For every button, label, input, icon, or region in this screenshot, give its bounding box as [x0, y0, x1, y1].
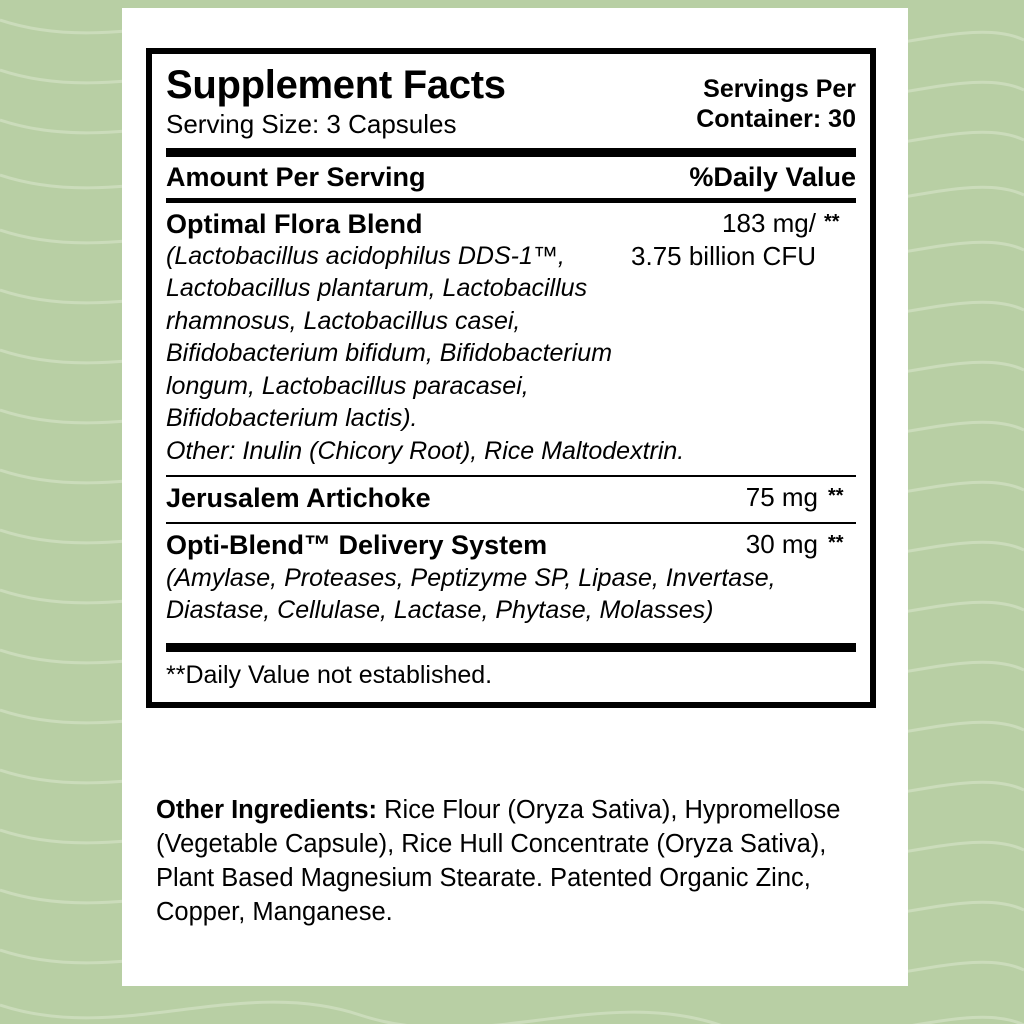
nutrient-daily-value: **	[828, 485, 844, 508]
nutrient-description: (Lactobacillus acidophilus DDS-1™, Lactobacillus plantarum, Lactobacillus rhamnosus, Lactobacillus casei, Bifidobacterium bifidum, Bifidobacterium longum, Lactobacillus paracasei, Bifidobacterium lactis).	[166, 241, 613, 433]
nutrient-row-opti-blend-delivery-system	[166, 524, 856, 634]
nutrient-daily-value: **	[824, 210, 840, 233]
facts-header	[166, 64, 856, 140]
supplement-facts-panel	[146, 48, 876, 708]
supplement-label-card	[122, 8, 908, 986]
other-ingredients-text: Rice Flour (Oryza Sativa), Hypromellose (Vegetable Capsule), Rice Hull Concentrate (Oryza Sativa), Plant Based Magnesium Stearate. Patented Organic Zinc, Copper, Manganese.	[156, 796, 841, 926]
servings-per-container-text: Servings Per Container: 30	[696, 75, 856, 133]
nutrient-amount-line1: 183 mg/	[722, 207, 816, 238]
page-title: Supplement Facts	[166, 63, 506, 107]
nutrient-name: Jerusalem Artichoke	[166, 483, 431, 514]
header-left	[166, 64, 506, 140]
nutrient-amount-line1: 30 mg	[745, 529, 818, 560]
other-ingredients-section	[156, 794, 876, 930]
amount-per-serving-row	[166, 157, 856, 198]
divider-thick-bottom	[166, 643, 856, 652]
serving-size-text: Serving Size: 3 Capsules	[166, 109, 457, 139]
other-ingredients-label: Other Ingredients:	[156, 796, 378, 824]
daily-value-footnote: **Daily Value not established.	[166, 660, 493, 689]
divider-thick-top	[166, 148, 856, 157]
nutrient-name: Optimal Flora Blend	[166, 208, 423, 239]
nutrient-name: Opti-Blend™ Delivery System	[166, 530, 548, 561]
nutrient-row-optimal-flora-blend	[166, 203, 856, 476]
nutrient-daily-value: **	[828, 532, 844, 555]
amount-per-serving-label: Amount Per Serving	[166, 161, 426, 192]
nutrient-amount-line1: 75 mg	[745, 482, 818, 513]
daily-value-label: %Daily Value	[689, 161, 856, 192]
nutrient-amount-line2: 3.75 billion CFU	[631, 240, 816, 271]
nutrient-description-other: Other: Inulin (Chicory Root), Rice Maltodextrin.	[166, 436, 685, 465]
nutrient-description: (Amylase, Proteases, Peptizyme SP, Lipase, Invertase, Diastase, Cellulase, Lactase, Phytase, Molasses)	[166, 563, 776, 625]
nutrient-row-jerusalem-artichoke	[166, 477, 856, 522]
